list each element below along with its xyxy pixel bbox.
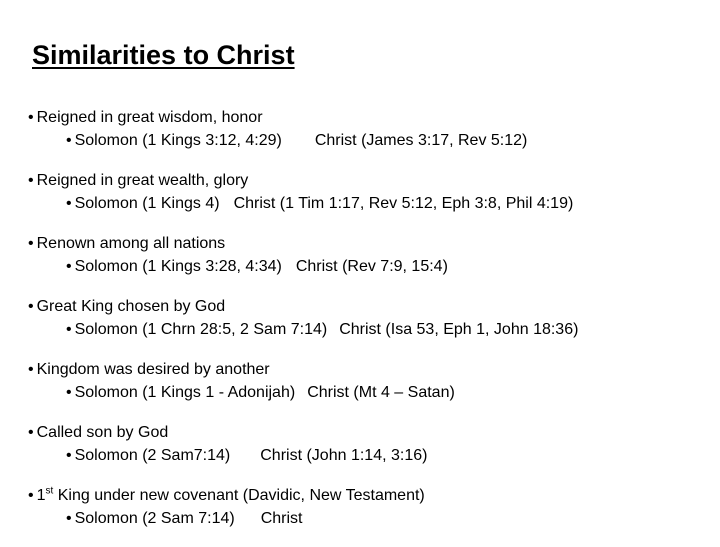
christ-reference: Christ (Rev 7:9, 15:4) xyxy=(295,258,448,275)
bullet-icon: • xyxy=(28,172,34,189)
list-item xyxy=(28,484,708,530)
christ-reference: Christ (Isa 53, Eph 1, John 18:36) xyxy=(339,321,579,338)
item-detail xyxy=(28,381,708,404)
item-heading xyxy=(28,358,708,381)
item-heading-text: Reigned in great wealth, glory xyxy=(36,172,249,189)
bullet-icon: • xyxy=(28,109,34,126)
item-heading-text: Great King chosen by God xyxy=(36,298,226,315)
christ-reference: Christ (John 1:14, 3:16) xyxy=(260,447,428,464)
item-detail xyxy=(28,444,708,467)
bullet-icon: • xyxy=(66,132,72,149)
solomon-reference: Solomon (1 Kings 4) xyxy=(74,195,220,212)
item-heading-text: King under new covenant (Davidic, New Testament) xyxy=(53,487,425,504)
item-heading-text: Renown among all nations xyxy=(36,235,226,252)
bullet-icon: • xyxy=(66,447,72,464)
bullet-icon: • xyxy=(66,510,72,527)
item-heading xyxy=(28,295,708,318)
item-detail xyxy=(28,129,708,152)
bullet-icon: • xyxy=(28,298,34,315)
christ-reference: Christ xyxy=(260,510,303,527)
list-item xyxy=(28,232,708,278)
solomon-reference: Solomon (1 Kings 1 - Adonijah) xyxy=(74,384,296,401)
item-heading-number: 1 xyxy=(36,487,46,504)
christ-reference: Christ (1 Tim 1:17, Rev 5:12, Eph 3:8, Phil 4:19) xyxy=(233,195,574,212)
solomon-reference: Solomon (1 Chrn 28:5, 2 Sam 7:14) xyxy=(74,321,328,338)
item-detail xyxy=(28,507,708,530)
bullet-icon: • xyxy=(66,258,72,275)
item-heading-text: Called son by God xyxy=(36,424,169,441)
item-detail xyxy=(28,318,708,341)
item-heading xyxy=(28,169,708,192)
christ-reference: Christ (James 3:17, Rev 5:12) xyxy=(314,132,528,149)
solomon-reference: Solomon (2 Sam7:14) xyxy=(74,447,231,464)
bullet-icon: • xyxy=(28,361,34,378)
item-heading-text: Reigned in great wisdom, honor xyxy=(36,109,263,126)
bullet-icon: • xyxy=(28,424,34,441)
item-heading-text: Kingdom was desired by another xyxy=(36,361,270,378)
bullet-icon: • xyxy=(66,384,72,401)
solomon-reference: Solomon (1 Kings 3:12, 4:29) xyxy=(74,132,282,149)
list-item xyxy=(28,358,708,404)
list-item xyxy=(28,295,708,341)
solomon-reference: Solomon (1 Kings 3:28, 4:34) xyxy=(74,258,282,275)
item-detail xyxy=(28,192,708,215)
list-item xyxy=(28,169,708,215)
solomon-reference: Solomon (2 Sam 7:14) xyxy=(74,510,235,527)
bullet-icon: • xyxy=(66,321,72,338)
ordinal-suffix: st xyxy=(45,485,54,497)
christ-reference: Christ (Mt 4 – Satan) xyxy=(307,384,455,401)
bullet-icon: • xyxy=(66,195,72,212)
bullet-icon: • xyxy=(28,235,34,252)
list-item xyxy=(28,106,708,152)
bullet-list xyxy=(28,106,708,547)
slide-title: Similarities to Christ xyxy=(32,40,295,70)
bullet-icon: • xyxy=(28,487,34,504)
item-detail xyxy=(28,255,708,278)
item-heading xyxy=(28,421,708,444)
item-heading xyxy=(28,484,708,507)
item-heading xyxy=(28,106,708,129)
item-heading xyxy=(28,232,708,255)
list-item xyxy=(28,421,708,467)
